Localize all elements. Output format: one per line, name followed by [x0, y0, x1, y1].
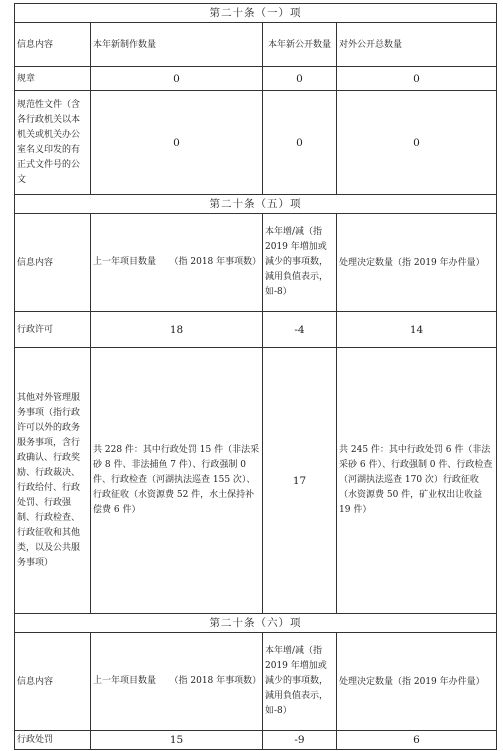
- value-cell: 18: [91, 312, 263, 348]
- header-cell: 本年新制作数量: [91, 23, 263, 67]
- section-title: 第二十条（六）项: [15, 614, 497, 633]
- header-cell: 处理决定数量（指 2019 年办件量）: [337, 633, 497, 731]
- section-title: 第二十条（一）项: [15, 4, 497, 23]
- header-cell: 信息内容: [15, 214, 91, 312]
- header-cell: 上一年项目数量 （指 2018 年事项数）: [91, 633, 263, 731]
- value-cell: -9: [263, 731, 337, 750]
- value-cell: 15: [91, 731, 263, 750]
- value-cell: 0: [337, 67, 497, 91]
- value-cell: 14: [337, 312, 497, 348]
- header-cell: 处理决定数量（指 2019 年办件量）: [337, 214, 497, 312]
- value-cell: 共 228 件：其中行政处罚 15 件（非法采砂 8 件、非法捕鱼 7 件）、行政强制 0 件、行政检查（河湖执法巡查 155 次）、行政征收（水资源费 52 件，水土保持补偿费 6 件）: [91, 348, 263, 614]
- value-cell: 0: [91, 91, 263, 195]
- row-label: 规章: [15, 67, 91, 91]
- value-cell: -4: [263, 312, 337, 348]
- section-title: 第二十条（五）项: [15, 195, 497, 214]
- value-cell: 共 245 件：其中行政处罚 6 件（非法采砂 6 件）、行政强制 0 件、行政检查（河湖执法巡查 170 次）行政征收（水资源费 50 件，矿业权出让收益 19 件）: [337, 348, 497, 614]
- value-cell: 0: [91, 67, 263, 91]
- header-cell: 本年增/减（指 2019 年増加或減少的事項数，減用負值表示，如-8）: [263, 633, 337, 731]
- value-cell: 6: [337, 731, 497, 750]
- row-label: 行政处罚: [15, 731, 91, 750]
- value-cell: 0: [263, 91, 337, 195]
- value-cell: 0: [263, 67, 337, 91]
- header-cell: 本年增/减（指 2019 年増加或減少的事項数，減用負值表示，如-8）: [263, 214, 337, 312]
- header-cell: 对外公开总数量: [337, 23, 497, 67]
- value-cell: 17: [263, 348, 337, 614]
- disclosure-table: [14, 3, 497, 750]
- header-cell: 信息内容: [15, 23, 91, 67]
- header-cell: 本年新公开数量: [263, 23, 337, 67]
- row-label: 规范性文件（含各行政机关以本机关或机关办公室名义印发的有正式文件号的公文: [15, 91, 91, 195]
- value-cell: 0: [337, 91, 497, 195]
- header-cell: 信息内容: [15, 633, 91, 731]
- header-cell: 上一年项目数量 （指 2018 年事项数）: [91, 214, 263, 312]
- row-label: 行政许可: [15, 312, 91, 348]
- row-label: 其他对外管理服务事项（指行政许可以外的政务服务事项，含行政确认、行政奖励、行政裁决、行政给付、行政处罚、行政强制、行政检查、行政征收和其他类，以及公共服务事项）: [15, 348, 91, 614]
